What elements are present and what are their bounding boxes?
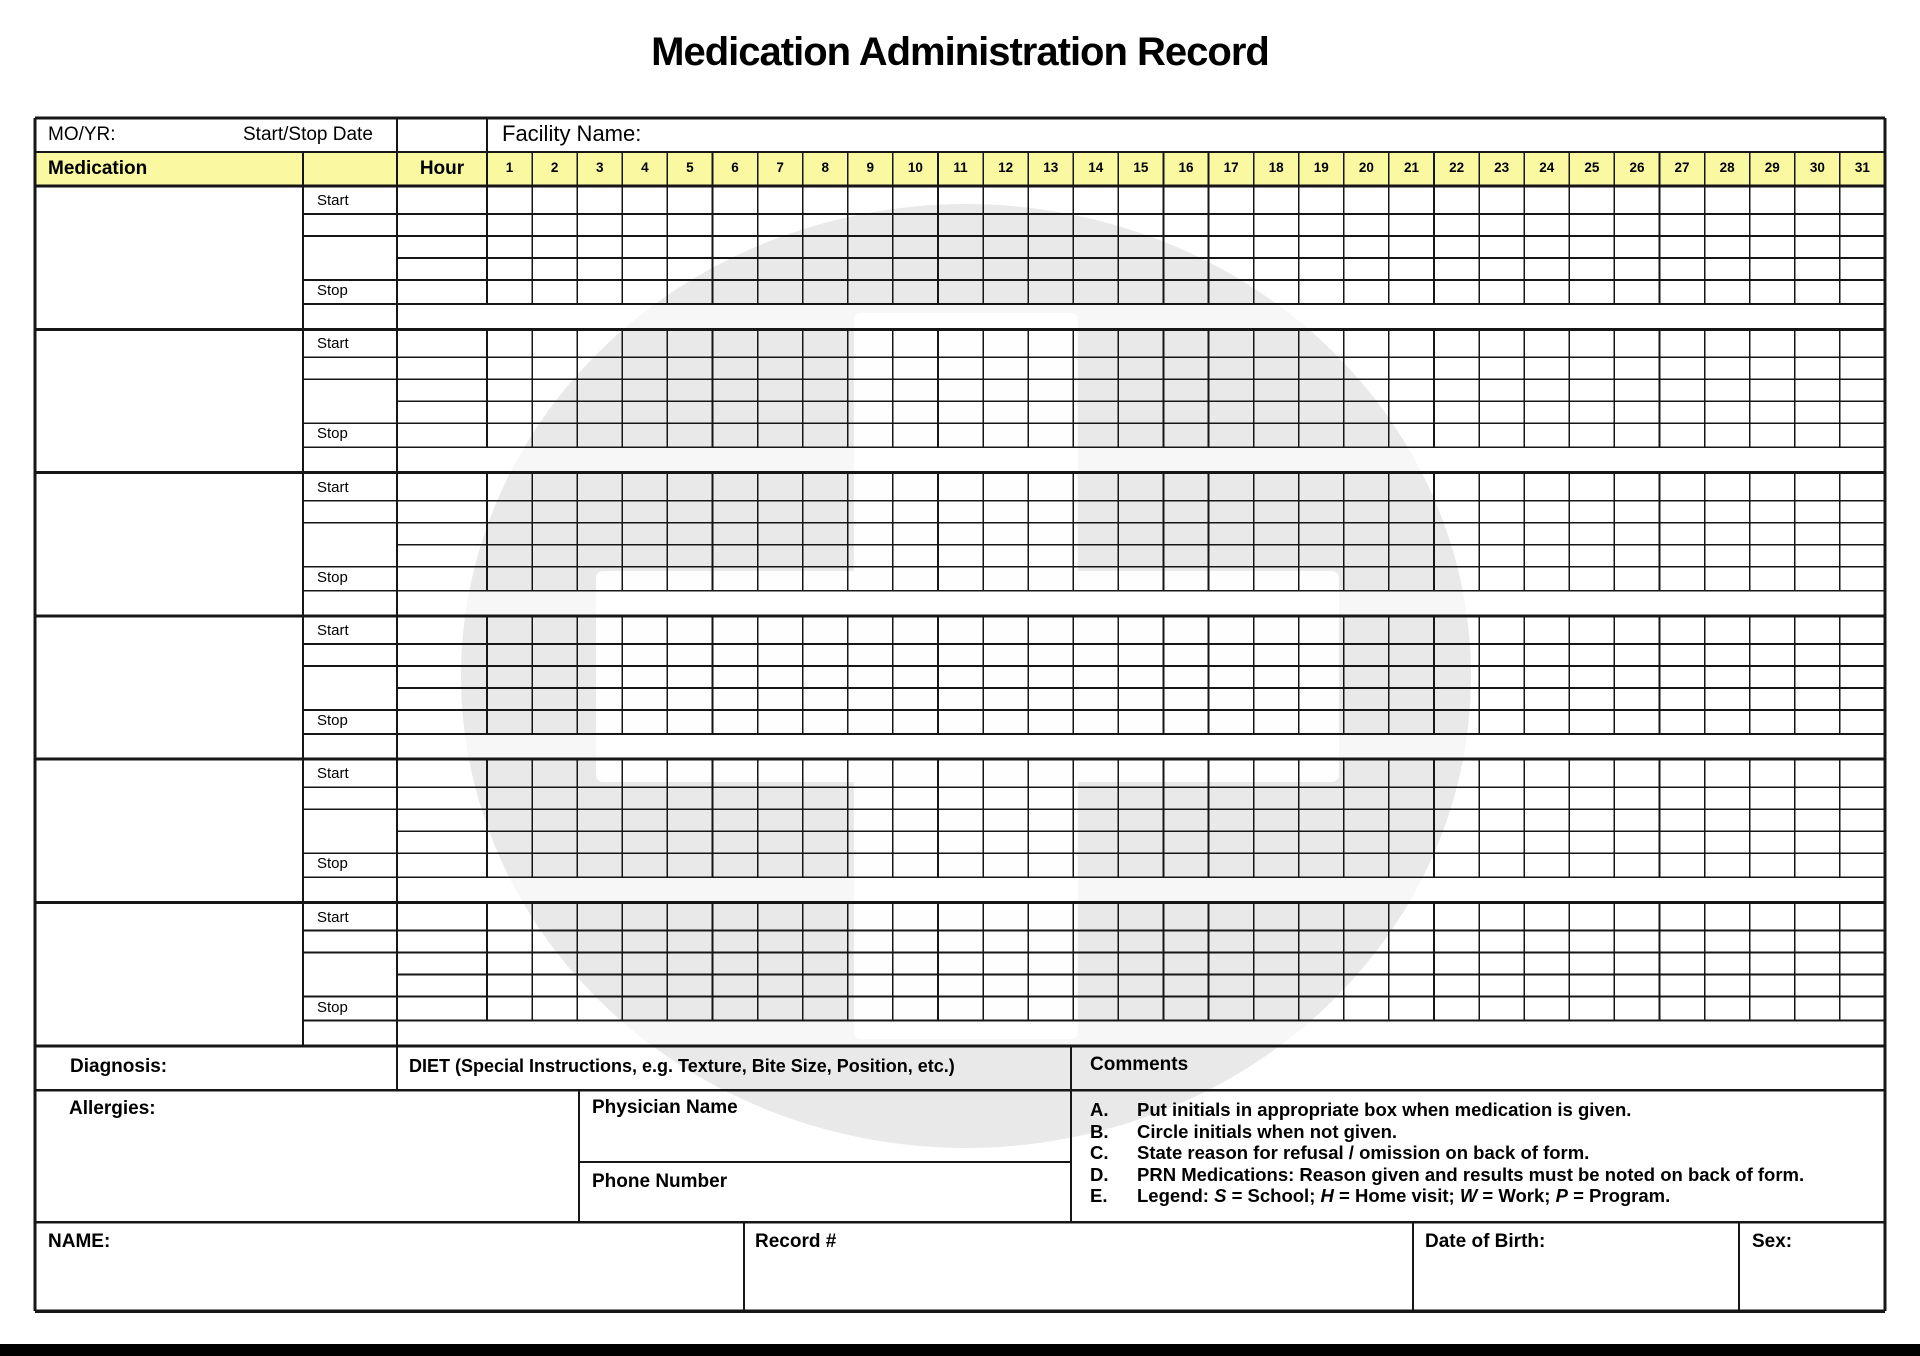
start-row-label: Start <box>317 192 349 209</box>
instruction-item: E. Legend: S = School; H = Home visit; W = Work; P = Program. <box>1090 1185 1671 1206</box>
day-column-header: 31 <box>1854 160 1870 175</box>
day-column-header: 19 <box>1313 160 1329 175</box>
record-number-label: Record # <box>755 1231 837 1252</box>
comments-label: Comments <box>1090 1054 1189 1075</box>
day-column-header: 21 <box>1403 160 1419 175</box>
phone-number-label: Phone Number <box>592 1171 728 1192</box>
medication-column-header: Medication <box>48 158 148 179</box>
diagnosis-label: Diagnosis: <box>70 1056 168 1077</box>
name-label: NAME: <box>48 1231 111 1252</box>
day-column-header: 11 <box>953 160 968 175</box>
stop-row-label: Stop <box>317 568 348 586</box>
day-column-header: 14 <box>1088 160 1104 175</box>
day-column-header: 2 <box>550 160 559 175</box>
stop-row-label: Stop <box>317 998 348 1016</box>
stop-row-label: Stop <box>317 425 348 443</box>
day-column-header: 22 <box>1449 160 1465 175</box>
day-column-header: 7 <box>776 160 784 175</box>
page-title: Medication Administration Record <box>651 30 1269 74</box>
day-column-header: 18 <box>1268 160 1284 175</box>
day-column-header: 25 <box>1584 160 1600 175</box>
day-column-header: 16 <box>1178 160 1194 175</box>
day-column-header: 13 <box>1043 160 1059 175</box>
date-of-birth-label: Date of Birth: <box>1425 1231 1546 1252</box>
instruction-item: A. Put initials in appropriate box when medication is given. <box>1090 1099 1632 1120</box>
day-column-header: 20 <box>1358 160 1374 175</box>
day-column-header: 6 <box>731 160 739 175</box>
instruction-item: C. State reason for refusal / omission on back of form. <box>1090 1142 1590 1163</box>
allergies-label: Allergies: <box>69 1098 156 1119</box>
start-row-label: Start <box>317 335 349 353</box>
day-column-header: 5 <box>686 160 694 175</box>
day-column-header: 4 <box>641 160 649 175</box>
stop-row-label: Stop <box>317 282 348 299</box>
day-column-header: 8 <box>821 160 829 175</box>
day-column-header: 30 <box>1809 160 1825 175</box>
day-column-header: 10 <box>907 160 923 175</box>
day-column-header: 12 <box>998 160 1014 175</box>
instruction-item: B. Circle initials when not given. <box>1090 1120 1398 1142</box>
day-column-header: 9 <box>866 160 875 175</box>
mo-yr-label: MO/YR: <box>48 124 116 145</box>
instructions-list <box>1090 1099 1880 1207</box>
diet-label: DIET (Special Instructions, e.g. Texture, Bite Size, Position, etc.) <box>409 1056 955 1076</box>
day-column-header: 17 <box>1223 160 1239 175</box>
facility-name-label: Facility Name: <box>502 121 642 146</box>
hour-column-header: Hour <box>419 158 465 179</box>
day-column-header: 24 <box>1539 160 1555 175</box>
start-row-label: Start <box>317 621 349 639</box>
day-column-header: 28 <box>1719 160 1735 175</box>
start-row-label: Start <box>317 765 349 783</box>
instruction-item: D. PRN Medications: Reason given and results must be noted on back of form. <box>1090 1163 1805 1185</box>
day-column-header: 3 <box>595 160 604 175</box>
start-row-label: Start <box>317 908 349 926</box>
day-column-header: 23 <box>1494 160 1510 175</box>
start-stop-date-label: Start/Stop Date <box>243 124 373 145</box>
stop-row-label: Stop <box>317 711 348 729</box>
sex-label: Sex: <box>1752 1231 1793 1252</box>
day-column-header: 1 <box>505 160 514 175</box>
start-row-label: Start <box>317 478 349 496</box>
day-column-header: 26 <box>1629 160 1645 175</box>
stop-row-label: Stop <box>317 855 348 873</box>
day-column-header: 27 <box>1674 160 1690 175</box>
day-column-header: 29 <box>1764 160 1780 175</box>
physician-name-label: Physician Name <box>592 1097 738 1118</box>
day-column-header: 15 <box>1133 160 1149 175</box>
